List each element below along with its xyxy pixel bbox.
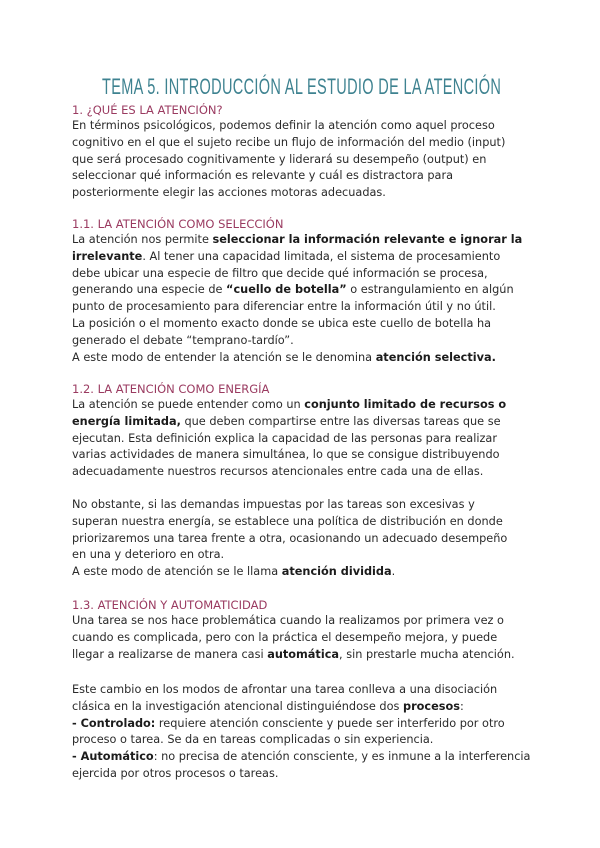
section-1-1-heading: 1.1. LA ATENCIÓN COMO SELECCIÓN xyxy=(72,217,284,231)
s1-line-1: En términos psicológicos, podemos definir la atención como aquel proceso xyxy=(72,119,495,132)
section-1-2-body-2 xyxy=(72,497,532,581)
section-1-body xyxy=(72,118,532,202)
s13-controlado-label: - Controlado: xyxy=(72,716,156,730)
s11-l1b: seleccionar la información relevante e ignorar la xyxy=(212,233,523,246)
s11-l8a: A este modo de entender la atención se le denomina xyxy=(72,350,376,364)
s12-p2-l3: priorizaremos una tarea frente a otra, ocasionando un adecuado desempeño xyxy=(72,531,508,545)
section-1-heading: 1. ¿QUÉ ES LA ATENCIÓN? xyxy=(72,103,223,117)
section-1-3-paragraph-2 xyxy=(72,682,532,783)
s12-p2-l1: No obstante, si las demandas impuestas por las tareas son excesivas y xyxy=(72,498,475,511)
s13-controlado-l2: proceso o tarea. Se da en tareas complicadas o sin experiencia. xyxy=(72,733,434,747)
section-1-2-paragraph-2 xyxy=(72,497,532,581)
s13-l3a: llegar a realizarse de manera casi xyxy=(72,647,268,661)
section-1-1-body xyxy=(72,232,532,366)
section-1-2-body xyxy=(72,397,532,481)
s1-line-4: seleccionar qué información es relevante y cuál es distractora para xyxy=(72,169,454,183)
s11-l2b: . Al tener una capacidad limitada, el sistema de procesamiento xyxy=(142,249,501,263)
s11-l8b: atención selectiva. xyxy=(375,350,496,364)
section-1-2-heading: 1.2. LA ATENCIÓN COMO ENERGÍA xyxy=(72,382,270,396)
s13-l3c: , sin prestarle mucha atención. xyxy=(339,647,515,661)
s11-l4a: generando una especie de xyxy=(72,283,227,297)
s13-automatico-l2: ejercida por otros procesos o tareas. xyxy=(72,766,279,780)
s13-l1: Una tarea se nos hace problemática cuando la realizamos por primera vez o xyxy=(72,614,504,627)
section-1-3-heading: 1.3. ATENCIÓN Y AUTOMATICIDAD xyxy=(72,598,268,612)
s11-l3: debe ubicar una especie de filtro que decide qué información se procesa, xyxy=(72,266,488,280)
s11-l2a: irrelevante xyxy=(72,249,143,263)
s12-last-c: . xyxy=(391,565,396,579)
s13-automatico-label: - Automático xyxy=(72,750,154,764)
section-1-1 xyxy=(72,216,532,366)
section-1-2 xyxy=(72,381,532,481)
s11-l5: punto de procesamiento para diferenciar entre la información útil y no útil. xyxy=(72,300,496,314)
s13-l3b: automática xyxy=(267,647,340,661)
s13-automatico-text: : no precisa de atención consciente, y es inmune a la interferencia xyxy=(153,750,531,764)
s12-last-b: atención dividida xyxy=(281,565,392,579)
s12-p2-l4: en una y deterioro en otra. xyxy=(72,548,225,562)
s1-line-3: que será procesado cognitivamente y liderará su desempeño (output) en xyxy=(72,152,487,166)
page-title: TEMA 5. INTRODUCCIÓN AL ESTUDIO DE LA ATENCIÓN xyxy=(101,74,502,99)
s11-l7: generado el debate “temprano-tardío”. xyxy=(72,333,294,347)
s1-line-5: posteriormente elegir las acciones motoras adecuadas. xyxy=(72,186,386,200)
s12-l1a: La atención se puede entender como un xyxy=(72,398,305,411)
s12-p2-l2: superan nuestra energía, se establece una política de distribución en donde xyxy=(72,514,503,528)
s12-l2a: energía limitada, xyxy=(72,414,181,428)
s12-l3: ejecutan. Esta definición explica la capacidad de las personas para realizar xyxy=(72,431,497,445)
section-1 xyxy=(72,102,532,202)
section-1-3 xyxy=(72,597,532,663)
s12-l2b: que deben compartirse entre las diversas tareas que se xyxy=(180,414,501,428)
section-1-3-body xyxy=(72,613,532,663)
s13-p2-l1: Este cambio en los modos de afrontar una tarea conlleva a una disociación xyxy=(72,683,498,696)
s13-controlado-text: requiere atención consciente y puede ser interferido por otro xyxy=(155,716,505,730)
s13-p2-l2a: clásica en la investigación atencional distinguiéndose dos xyxy=(72,699,403,713)
s12-l1b: conjunto limitado de recursos o xyxy=(304,398,507,411)
s11-l4b: “cuello de botella” xyxy=(226,283,347,297)
s13-l2: cuando es complicada, pero con la práctica el desempeño mejora, y puede xyxy=(72,630,498,644)
s12-last-a: A este modo de atención se le llama xyxy=(72,565,282,579)
section-1-3-body-2 xyxy=(72,682,532,783)
s11-l4c: o estrangulamiento en algún xyxy=(346,283,514,297)
s13-p2-l2b: procesos xyxy=(402,699,460,713)
s12-l4: varias actividades de manera simultánea, lo que se consigue distribuyendo xyxy=(72,448,500,462)
s11-l1a: La atención nos permite xyxy=(72,233,213,246)
s13-p2-l2c: : xyxy=(459,699,464,713)
s1-line-2: cognitivo en el que el sujeto recibe un flujo de información del medio (input) xyxy=(72,135,506,149)
s12-l5: adecuadamente nuestros recursos atencionales entre cada una de ellas. xyxy=(72,465,484,479)
s11-l6: La posición o el momento exacto donde se ubica este cuello de botella ha xyxy=(72,316,492,330)
